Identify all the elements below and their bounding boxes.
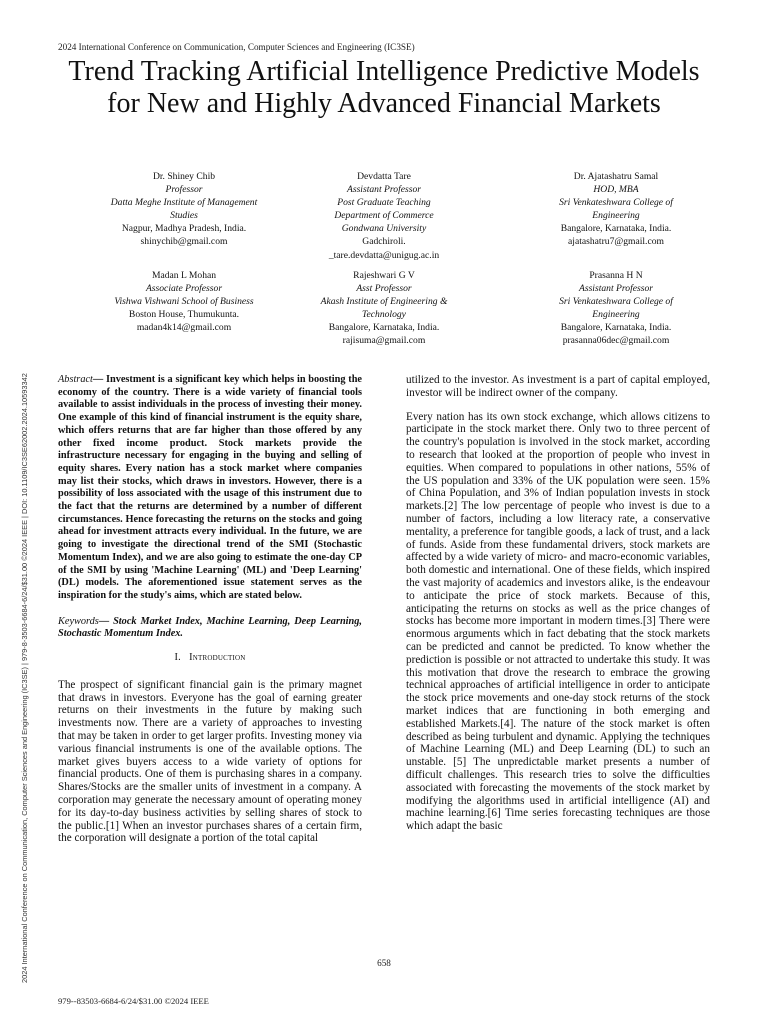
author-email: _tare.devdatta@unigug.ac.in	[328, 249, 440, 261]
author-role: Associate Professor	[145, 283, 223, 295]
author-location: Nagpur, Madhya Pradesh, India.	[121, 223, 247, 235]
author-affiliation: Engineering	[592, 210, 640, 222]
body-paragraph: Every nation has its own stock exchange, which allows citizens to participate in the stock market there. Only two to three percent of the country's population is involved in the stock market, according to research that looked at the proportion of people who invest in equities. When compared to populations in other nations, 55% of the US population and 33% of the UK population were seen. 15% of China Population, and 3% of Indian population invests in stock markets.[2] The low percentage of people who invest is due to a number of factors, including a low literacy rate, a conservative mentality, a preference for tangible goods, a lack of trust, and a lack of funds. Aside from these fundamental drivers, stock markets are affected by a wide variety of micro- and macro-economic variables, both domestic and international. One of these fields, which inspired the vast majority of academics and investors alike, is the endeavour to anticipate the price of stock markets. Because of this, anticipating the returns on stocks as well as the price changes of stocks has become more important in modern times.[3] There were enormous arguments which in fact debating that the stock markets can be predicted and cannot be predicted. To know whether the prediction is possible or not attracted to undertake this study. It was this motivation that drove the research to embrace the growing technical approaches of artificial intelligence in order to anticipate the stock price movements and one-day stock returns of the stock market indices that are functioning in both emerging and established Markets.[4]. The nature of the stock market is often described as being turbulent and dynamic. Applying the techniques of Machine Learning (ML) and Deep Learning (DL) to such an unstable. [5] The unpredictable market presents a number of difficult challenges. This research tries to solve the difficulties associated with forecasting the movements of the stock market by modifying the algorithms used in artificial intelligence (AI) and machine learning.[6] Time series forecasting techniques are those which adapt the basic	[406, 410, 711, 833]
author-name: Devdatta Tare	[357, 171, 411, 182]
body-paragraph: utilized to the investor. As investment is a part of capital employed, investor will be indirect owner of the company.	[406, 374, 710, 399]
author-email: rajisuma@gmail.com	[342, 335, 426, 347]
author-affiliation: Akash Institute of Engineering &	[320, 296, 448, 308]
author-block	[84, 170, 284, 249]
right-column	[406, 374, 710, 833]
section-number: I.	[174, 652, 181, 664]
author-email: prasanna06dec@gmail.com	[562, 335, 670, 347]
page-number: 658	[377, 958, 391, 968]
intro-paragraph: The prospect of significant financial gain is the primary magnet that draws in investors. Everyone has the goal of earning greater returns on their investments in the future by making such investments now. There are a variety of approaches to investing that may be taken in order to get larger profits. Investing money via various financial instruments is one of the available options. The market gives buyers access to a wide variety of options for financial products. One of them is purchasing shares in a company. Shares/Stocks are the smaller units of investment in a company. A corporation may generate the necessary amount of operating money for its day-to-day business activities by selling shares of stock to the public.[1] When an investor purchases shares of a certain firm, the corporation will designate a portion of the total capital	[58, 678, 362, 845]
author-email: shinychib@gmail.com	[140, 236, 228, 248]
author-email: madan4k14@gmail.com	[136, 322, 232, 334]
author-role: Professor	[165, 184, 203, 196]
author-name: Dr. Shiney Chib	[152, 171, 216, 182]
author-location: Bangalore, Karnataka, India.	[560, 322, 672, 334]
author-location: Boston House, Thumukunta.	[128, 309, 240, 321]
author-role: Assistant Professor	[346, 184, 421, 196]
paper-title: Trend Tracking Artificial Intelligence Predictive Models for New and Highly Advanced Financial Markets	[68, 56, 700, 119]
side-doi-stamp: 2024 International Conference on Communication, Computer Sciences and Engineering (IC3SE) | 979-8-3503-6684-6/24/$31.00 ©2024 IEEE | DOI: 10.1109/IC3SE62002.2024.10593342	[20, 373, 29, 983]
conference-header: 2024 International Conference on Communication, Computer Sciences and Engineering (IC3SE)	[58, 42, 415, 52]
section-title: Introduction	[189, 652, 246, 664]
keywords-label: Keywords	[58, 615, 99, 627]
footer-copyright: 979--83503-6684-6/24/$31.00 ©2024 IEEE	[58, 996, 209, 1006]
author-affiliation: Vishwa Vishwani School of Business	[114, 296, 254, 308]
author-name: Dr. Ajatashatru Samal	[573, 171, 659, 182]
author-role: HOD, MBA	[593, 184, 639, 196]
author-location: Bangalore, Karnataka, India.	[328, 322, 440, 334]
author-name: Prasanna H N	[589, 270, 643, 281]
author-affiliation: Post Graduate Teaching	[337, 197, 431, 209]
author-name: Madan L Mohan	[151, 270, 217, 281]
author-email: ajatashatru7@gmail.com	[568, 236, 664, 248]
author-block	[284, 269, 484, 348]
left-column	[58, 374, 362, 845]
abstract	[58, 374, 362, 603]
abstract-dash: —	[92, 374, 106, 385]
author-affiliation: Studies	[170, 210, 198, 222]
author-affiliation: Sri Venkateshwara College of	[559, 296, 673, 308]
author-block	[84, 269, 284, 334]
author-affiliation: Engineering	[592, 309, 640, 321]
section-heading	[58, 652, 362, 665]
keywords	[58, 616, 362, 641]
author-block	[516, 269, 716, 348]
author-affiliation: Datta Meghe Institute of Management	[110, 197, 258, 209]
author-affiliation: Gondwana University	[341, 223, 427, 235]
author-role: Asst Professor	[356, 283, 412, 295]
keywords-dash: —	[98, 615, 114, 627]
author-block	[284, 170, 484, 262]
abstract-text: Investment is a significant key which helps in boosting the economy of the country. There is a wide variety of financial tools available to assist individuals in the process of investing their money. One example of this kind of financial instrument is the equity share, which offers returns that are far higher than those offered by any other fixed income product. Stock markets provide the infrastructure necessary for engaging in the buying and selling of equity shares. Every nation has a stock market where companies may list their stocks, which draws in investors. However, there is a possibility of loss associated with the usage of this instrument due to the fact that the returns are determined by a number of different circumstances. Hence forecasting the returns on the stocks and going ahead for investment attracts every individual. In the future, we are going to investigate the directional trend of the SMI (Stochastic Momentum Index), and we are also going to estimate the one-day CP of the SMI by using 'Machine Learning' (ML) and 'Deep Learning' (DL) models. The aforementioned issue statement serves as the inspiration for the study's aims, which are stated below.	[58, 374, 362, 601]
author-affiliation: Technology	[362, 309, 406, 321]
author-affiliation: Sri Venkateshwara College of	[559, 197, 673, 209]
author-role: Assistant Professor	[578, 283, 653, 295]
author-name: Rajeshwari G V	[353, 270, 415, 281]
abstract-label: Abstract	[58, 374, 93, 385]
keywords-text: Stock Market Index, Machine Learning, Deep Learning, Stochastic Momentum Index.	[58, 615, 362, 640]
author-location: Bangalore, Karnataka, India.	[560, 223, 672, 235]
author-location: Gadchiroli.	[362, 236, 406, 248]
author-affiliation: Department of Commerce	[334, 210, 434, 222]
author-block	[516, 170, 716, 249]
